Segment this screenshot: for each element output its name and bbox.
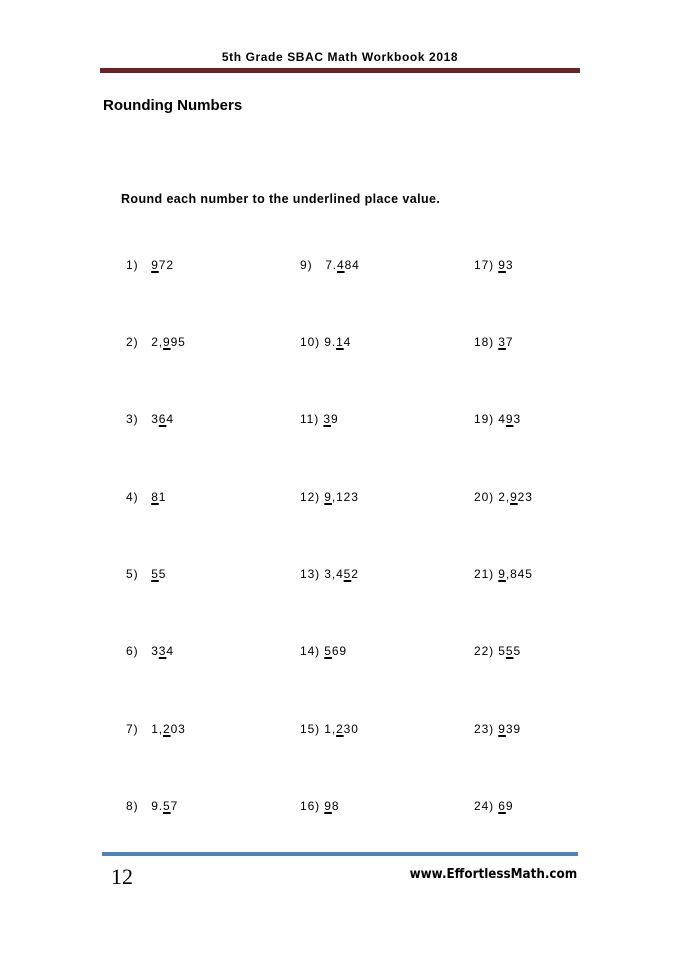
problem-number-suffix: ,123	[331, 490, 359, 504]
problem-label: 1)	[126, 258, 139, 272]
problem-number-prefix: 3	[151, 644, 159, 658]
problem-label: 23)	[474, 722, 495, 736]
underlined-digit: 3	[498, 335, 506, 349]
problem-item	[126, 258, 174, 272]
problem-label: 12)	[300, 490, 321, 504]
problem-label: 17)	[474, 258, 495, 272]
problem-number-suffix: 23	[517, 490, 533, 504]
underlined-digit: 2	[336, 722, 344, 736]
underlined-digit: 3	[323, 412, 331, 426]
problem-item	[126, 335, 186, 349]
problem-label: 4)	[126, 490, 139, 504]
problem-label: 3)	[126, 412, 139, 426]
underlined-digit: 9	[151, 258, 159, 272]
problem-label: 9)	[300, 258, 313, 272]
problem-number-suffix: ,845	[505, 567, 533, 581]
problem-label: 21)	[474, 567, 495, 581]
problem-number-suffix: 7	[505, 335, 514, 349]
problem-number-suffix: 5	[513, 644, 522, 658]
page-number: 12	[111, 864, 133, 889]
problem-label: 15)	[300, 722, 321, 736]
problem-label: 19)	[474, 412, 495, 426]
problem-number-suffix: 30	[343, 722, 359, 736]
header-title: 5th Grade SBAC Math Workbook 2018	[221, 50, 459, 64]
underlined-digit: 9	[324, 490, 332, 504]
underlined-digit: 9	[498, 258, 506, 272]
underlined-digit: 9	[505, 412, 514, 426]
underlined-digit: 4	[337, 258, 345, 272]
problem-number-suffix: 9	[505, 799, 514, 813]
problem-number-suffix: 84	[344, 258, 360, 272]
problem-number-suffix: 1	[158, 490, 167, 504]
problem-item	[474, 644, 521, 658]
underlined-digit: 5	[324, 644, 332, 658]
problem-number-suffix: 8	[331, 799, 340, 813]
problem-number-suffix: 4	[166, 644, 174, 658]
problem-item	[474, 490, 533, 504]
underlined-digit: 6	[158, 412, 167, 426]
underlined-digit: 1	[336, 335, 344, 349]
problem-item	[300, 799, 339, 813]
problem-number-prefix: 7.	[325, 258, 337, 272]
underlined-digit: 5	[343, 567, 352, 581]
problem-item	[300, 412, 339, 426]
problem-item	[474, 335, 513, 349]
problem-label: 22)	[474, 644, 495, 658]
problem-item	[126, 799, 178, 813]
problem-number-suffix: 4	[166, 412, 174, 426]
problem-label: 7)	[126, 722, 139, 736]
problem-label: 13)	[300, 567, 321, 581]
underlined-digit: 9	[163, 335, 171, 349]
underlined-digit: 5	[163, 799, 171, 813]
footer-divider	[102, 852, 578, 856]
problem-number-prefix: 2,	[498, 490, 511, 504]
problem-label: 24)	[474, 799, 495, 813]
problem-number-suffix: 4	[343, 335, 352, 349]
problem-number-prefix: 3	[151, 412, 159, 426]
problem-label: 2)	[126, 335, 139, 349]
header-divider	[100, 68, 580, 73]
underlined-digit: 9	[324, 799, 332, 813]
problem-item	[474, 412, 521, 426]
problem-label: 16)	[300, 799, 321, 813]
problem-label: 11)	[300, 412, 320, 426]
problem-number-prefix: 9.	[151, 799, 163, 813]
problem-number-prefix: 9.	[324, 335, 337, 349]
underlined-digit: 9	[498, 567, 506, 581]
problem-label: 20)	[474, 490, 495, 504]
problem-label: 10)	[300, 335, 321, 349]
underlined-digit: 6	[498, 799, 506, 813]
problem-label: 6)	[126, 644, 139, 658]
problem-number-prefix: 2,	[151, 335, 163, 349]
underlined-digit: 9	[498, 722, 506, 736]
instruction-text: Round each number to the underlined place value.	[121, 192, 441, 206]
problem-number-prefix: 3,4	[324, 567, 344, 581]
problem-item	[474, 258, 513, 272]
underlined-digit: 3	[158, 644, 167, 658]
problem-item	[474, 799, 513, 813]
section-title: Rounding Numbers	[103, 97, 243, 114]
problem-item	[126, 567, 166, 581]
problem-item	[126, 490, 166, 504]
problem-item	[126, 412, 174, 426]
problem-number-suffix: 3	[505, 258, 514, 272]
problem-number-prefix: 1,	[151, 722, 163, 736]
problem-label: 14)	[300, 644, 321, 658]
underlined-digit: 5	[151, 567, 159, 581]
underlined-digit: 5	[505, 644, 514, 658]
problem-number-suffix: 95	[170, 335, 186, 349]
problem-item	[300, 258, 360, 272]
problem-item	[474, 722, 521, 736]
problem-item	[474, 567, 533, 581]
problem-item	[300, 335, 351, 349]
problem-label: 8)	[126, 799, 139, 813]
problem-number-suffix: 2	[351, 567, 359, 581]
problem-number-suffix: 03	[170, 722, 186, 736]
problem-item	[126, 644, 174, 658]
problem-item	[300, 567, 359, 581]
problem-item	[300, 644, 347, 658]
problem-number-prefix: 1,	[324, 722, 337, 736]
problem-label: 18)	[474, 335, 495, 349]
problem-number-suffix: 9	[330, 412, 339, 426]
problem-item	[300, 722, 359, 736]
underlined-digit: 8	[151, 490, 159, 504]
problem-number-suffix: 7	[170, 799, 179, 813]
problem-number-suffix: 72	[158, 258, 174, 272]
problem-number-suffix: 39	[505, 722, 522, 736]
website-url: www.EffortlessMath.com	[409, 867, 577, 882]
problem-label: 5)	[126, 567, 139, 581]
underlined-digit: 2	[163, 722, 171, 736]
problem-number-suffix: 3	[513, 412, 522, 426]
problem-number-prefix: 4	[498, 412, 506, 426]
problem-number-suffix: 5	[158, 567, 167, 581]
problem-number-suffix: 69	[331, 644, 348, 658]
problem-item	[126, 722, 186, 736]
underlined-digit: 9	[510, 490, 518, 504]
problem-number-prefix: 5	[498, 644, 506, 658]
problem-item	[300, 490, 359, 504]
